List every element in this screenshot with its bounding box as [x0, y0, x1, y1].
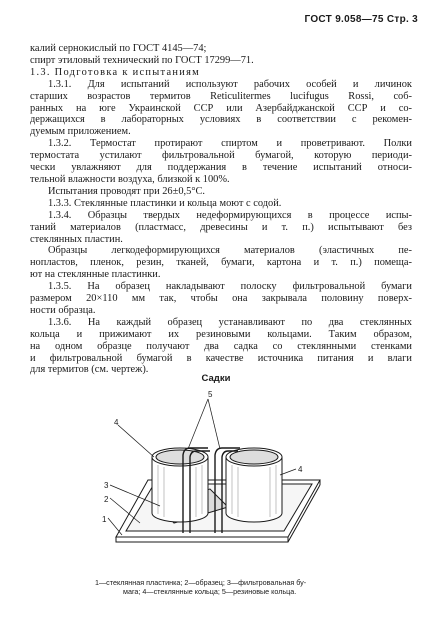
text-line: таний материалов (пластмасс, древесины и т. п.) испытывают без	[30, 221, 412, 233]
text-line: Испытания проводят при 26±0,5°С.	[48, 185, 206, 197]
text-line: 1.3.5. На образец накладывают полоску фильтровальной бумаги	[48, 281, 412, 293]
text-line: на одном образце получают два садка со стеклянными стенками	[30, 340, 412, 352]
text-line: термостата устилают фильтровальной бумагой, которую периоди-	[30, 150, 412, 162]
glass-ring-right	[226, 448, 282, 522]
figure-title: Садки	[201, 373, 231, 384]
text-line: чески увлажняют для поддержания в течение испытаний относи-	[30, 162, 412, 174]
text-line: калий сернокислый по ГОСТ 4145—74;	[30, 43, 207, 54]
text-line: 1.3.3. Стеклянные пластинки и кольца моют с содой.	[48, 197, 282, 209]
text-line: 1.3.2. Термостат протирают спиртом и проветривают. Полки	[48, 138, 412, 150]
text-line: и фильтровальной бумагой в качестве источника питания и влаги	[30, 352, 412, 364]
text-line: держащихся в лабораторных условиях в соответствии с рекомен-	[30, 114, 412, 126]
text-line: старших возрастов термитов Reticulitermes lucifugus Rossi, соб-	[30, 90, 412, 102]
glass-ring-left	[152, 448, 208, 522]
text-line: 1.3.1. Для испытаний используют рабочих особей и личинок	[48, 78, 412, 90]
caption-line: мага; 4—стеклянные кольца; 5—резиновые кольца.	[123, 587, 297, 596]
text-line: нопластов, пленок, резин, тканей, бумаги, картона и т. п.) помеща-	[30, 257, 412, 269]
text-line: 1.3.4. Образцы твердых недеформирующихся в процессе испы-	[48, 209, 412, 221]
caption-line: 1—стеклянная пластинка; 2—образец; 3—фильтровальная бу-	[95, 578, 307, 587]
cage-drawing	[90, 385, 330, 560]
label-3: 3	[104, 481, 109, 490]
text-line: Образцы легкодеформирующихся материалов (эластичных пе-	[48, 245, 412, 257]
section-heading: 1.3. Подготовка к испытаниям	[30, 66, 201, 78]
text-line: для термитов (см. чертеж).	[30, 364, 149, 376]
label-5: 5	[208, 390, 213, 399]
page-header	[304, 14, 418, 25]
label-4-left: 4	[114, 418, 119, 427]
text-line: ют на стеклянные пластинки.	[30, 269, 161, 281]
label-4-right: 4	[298, 465, 303, 474]
text-line: кольца и прижимают их резиновыми кольцами. Таким образом,	[30, 328, 412, 340]
figure-caption	[95, 578, 365, 596]
text-line: ности образца.	[30, 304, 96, 316]
header-standard-number: 9.058—75	[335, 14, 384, 25]
header-gost: ГОСТ	[304, 14, 333, 25]
text-line: дуемым приложением.	[30, 126, 131, 138]
text-line: ранных на юге Украинской ССР или Азербайджанской ССР и со-	[30, 102, 412, 114]
glass-plate-edge	[116, 537, 288, 542]
label-1: 1	[102, 515, 107, 524]
text-line: спирт этиловый технический по ГОСТ 17299—71.	[30, 54, 254, 66]
header-page: Стр. 3	[386, 14, 418, 25]
body-text	[30, 43, 412, 376]
text-line: 1.3.6. На каждый образец устанавливают по два стеклянных	[48, 316, 412, 328]
text-line: размером 20×110 мм так, чтобы она закрывала половину поверх-	[30, 293, 412, 305]
text-line: тельной влажности воздуха, близкой к 100%.	[30, 173, 230, 185]
label-2: 2	[104, 495, 109, 504]
text-line: стеклянных пластин.	[30, 233, 123, 245]
